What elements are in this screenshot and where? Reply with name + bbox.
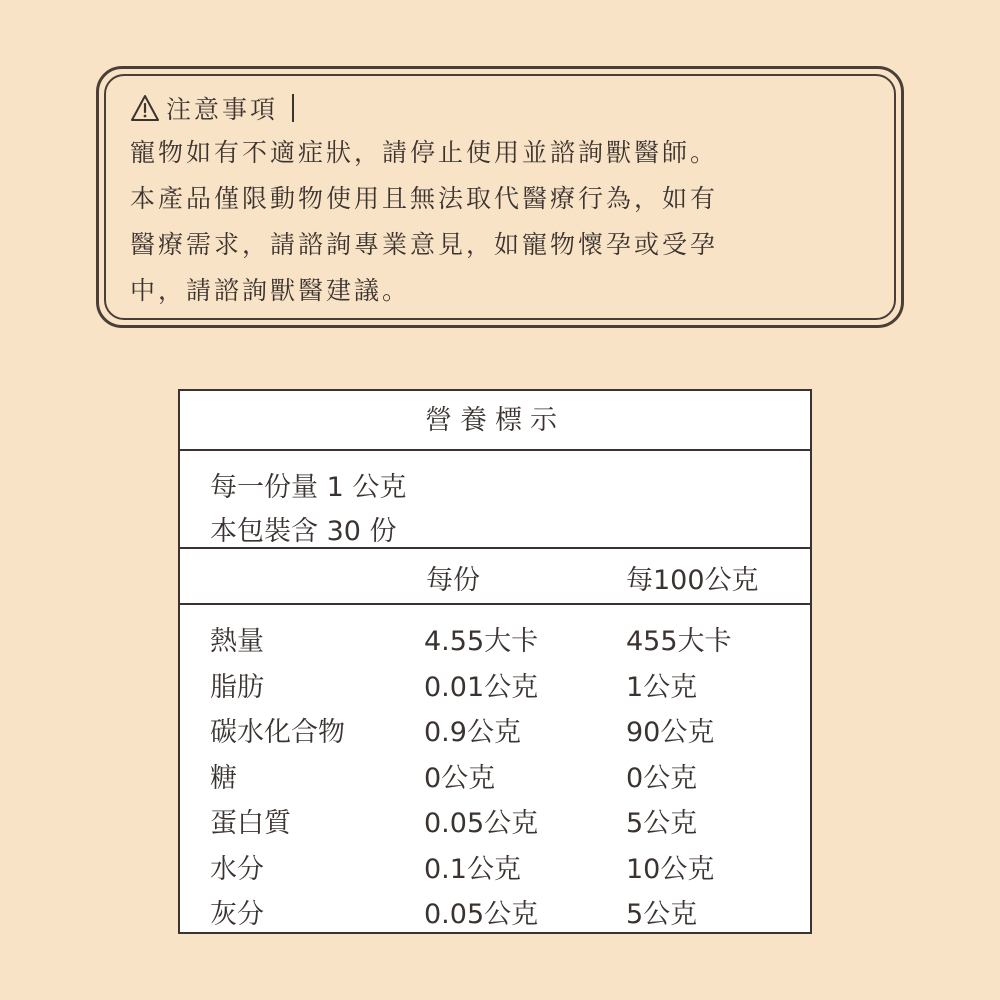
notice-line: 寵物如有不適症狀，請停止使用並諮詢獸醫師。	[130, 138, 719, 167]
nutrition-row-ash	[180, 888, 810, 934]
nutrition-rows	[180, 615, 810, 934]
per-100g-value: 5公克	[626, 808, 698, 839]
nutrition-row-carbohydrate	[180, 706, 810, 752]
notice-title-row	[130, 86, 875, 130]
notice-line: 醫療需求，請諮詢專業意見，如寵物懷孕或受孕	[130, 230, 719, 259]
nutrition-row-sugar	[180, 752, 810, 798]
per-100g-value: 1公克	[626, 671, 698, 703]
nutrition-row-moisture	[180, 843, 810, 889]
column-header-per-serving: 每份	[426, 565, 480, 596]
notice-line: 中，請諮詢獸醫建議。	[130, 276, 411, 305]
per-serving-value: 0公克	[424, 762, 496, 794]
servings-per-package: 本包裝含 30 份	[210, 516, 397, 547]
nutrient-name: 灰分	[210, 899, 264, 930]
nutrition-row-protein	[180, 797, 810, 843]
serving-size: 每一份量 1 公克	[210, 472, 407, 503]
per-100g-value: 5公克	[626, 899, 698, 930]
per-serving-value: 4.55大卡	[424, 626, 539, 657]
per-100g-value: 0公克	[626, 762, 698, 794]
per-100g-value: 455大卡	[626, 626, 732, 657]
notice-title: 注意事項	[166, 95, 279, 124]
nutrition-table-title: 營養標示	[180, 391, 810, 451]
notice-line: 本產品僅限動物使用且無法取代醫療行為，如有	[130, 184, 719, 213]
nutrient-name: 蛋白質	[210, 808, 291, 839]
nutrition-header-row	[180, 549, 810, 605]
per-serving-value: 0.05公克	[424, 899, 539, 930]
nutrient-name: 脂肪	[210, 671, 264, 703]
nutrition-table	[178, 389, 812, 934]
nutrition-row-fat	[180, 661, 810, 707]
warning-triangle-icon	[130, 94, 160, 122]
notice-box	[130, 86, 875, 314]
per-serving-value: 0.05公克	[424, 808, 539, 839]
title-divider	[292, 94, 294, 122]
nutrient-name: 糖	[210, 762, 237, 794]
per-100g-value: 10公克	[626, 853, 715, 885]
per-serving-value: 0.01公克	[424, 671, 539, 703]
nutrient-name: 熱量	[210, 626, 264, 657]
per-100g-value: 90公克	[626, 717, 715, 748]
per-serving-value: 0.1公克	[424, 853, 521, 885]
nutrient-name: 碳水化合物	[210, 717, 345, 748]
serving-info	[180, 451, 810, 549]
nutrition-row-calories	[180, 615, 810, 661]
per-serving-value: 0.9公克	[424, 717, 521, 748]
nutrient-name: 水分	[210, 853, 264, 885]
column-header-per-100g: 每100公克	[626, 565, 759, 596]
